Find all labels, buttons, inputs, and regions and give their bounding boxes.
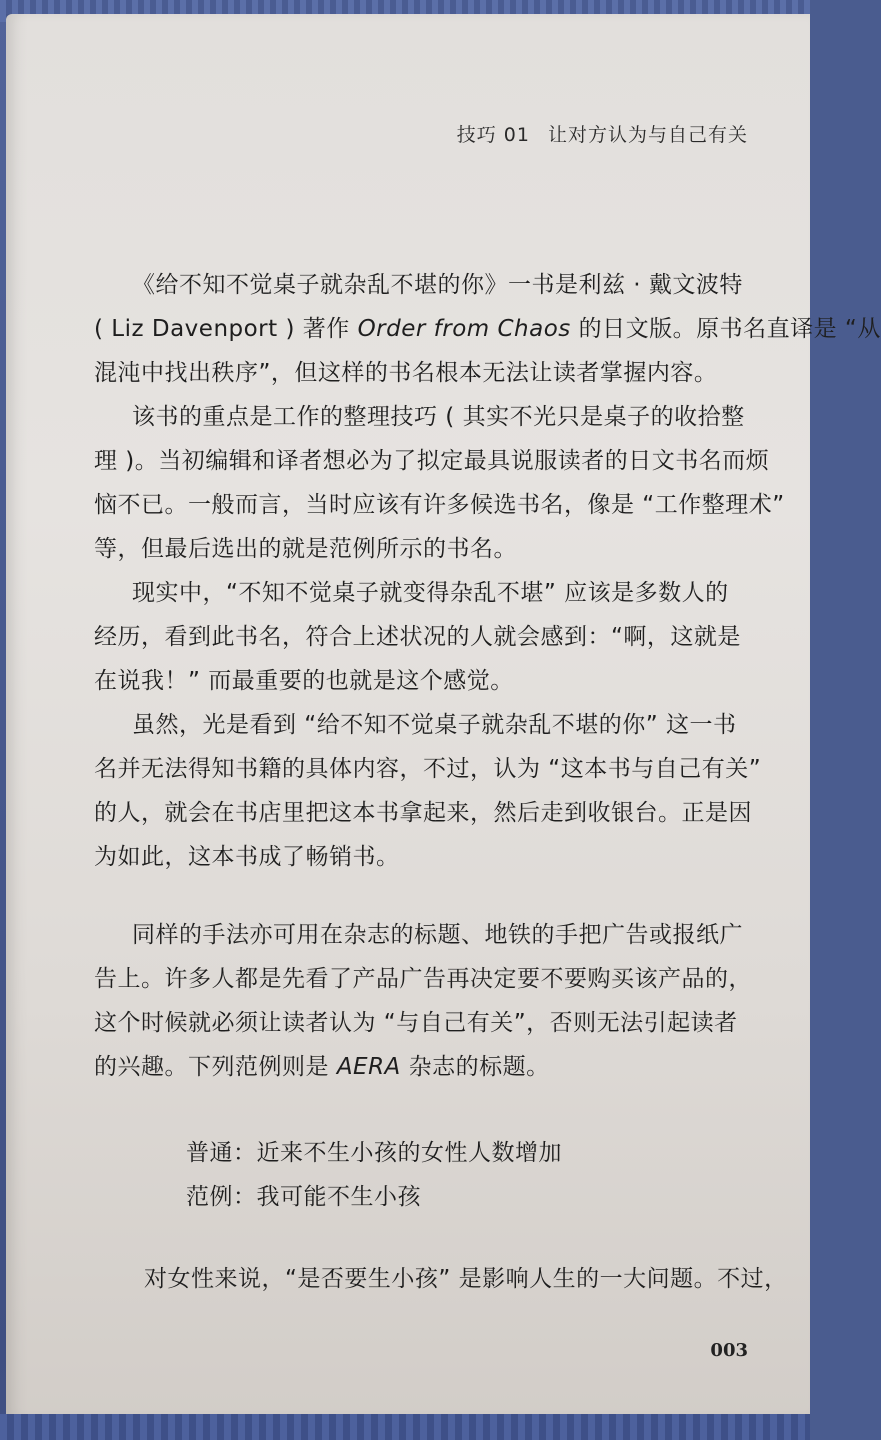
body-line-15: 同样的手法亦可用在杂志的标题、地铁的手把广告或报纸广 (132, 922, 743, 948)
body-line-9: 经历，看到此书名，符合上述状况的人就会感到：“啊，这就是 (94, 624, 741, 650)
chapter-title: 让对方认为与自己有关 (547, 124, 748, 146)
running-head (457, 120, 748, 147)
body-line-6: 恼不已。一般而言，当时应该有许多候选书名，像是 “工作整理术” (94, 492, 785, 518)
book-title-english: Order from Chaos (357, 316, 571, 342)
example-normal-text: 近来不生小孩的女性人数增加 (256, 1140, 562, 1166)
line-18-part-c: 杂志的标题。 (400, 1054, 550, 1080)
line-2-part-c: 的日文版。原书名直译是 “从 (570, 316, 881, 342)
example-normal (186, 1134, 562, 1167)
body-line-1: 《给不知不觉桌子就杂乱不堪的你》一书是利兹 · 戴文波特 (132, 272, 743, 298)
example-sample-label: 范例： (186, 1184, 257, 1210)
body-line-19: 对女性来说，“是否要生小孩” 是影响人生的一大问题。不过， (144, 1266, 788, 1292)
body-line-12: 名并无法得知书籍的具体内容，不过，认为 “这本书与自己有关” (94, 756, 762, 782)
page-number: 003 (710, 1340, 748, 1361)
body-line-13: 的人，就会在书店里把这本书拿起来，然后走到收银台。正是因 (94, 800, 752, 826)
body-line-10: 在说我！” 而最重要的也就是这个感觉。 (94, 668, 514, 694)
body-line-18 (94, 1048, 550, 1081)
body-line-4: 该书的重点是工作的整理技巧 ( 其实不光只是桌子的收拾整 (132, 404, 745, 430)
body-line-17: 这个时候就必须让读者认为 “与自己有关”，否则无法引起读者 (94, 1010, 738, 1036)
example-sample-text: 我可能不生小孩 (256, 1184, 421, 1210)
line-18-part-a: 的兴趣。下列范例则是 (94, 1054, 337, 1080)
magazine-name: AERA (336, 1054, 401, 1080)
page-edge-shadow (6, 14, 28, 1418)
body-line-7: 等，但最后选出的就是范例所示的书名。 (94, 536, 517, 562)
book-page (6, 14, 881, 1418)
body-line-5: 理 )。当初编辑和译者想必为了拟定最具说服读者的日文书名而烦 (94, 448, 770, 474)
body-line-11: 虽然，光是看到 “给不知不觉桌子就杂乱不堪的你” 这一书 (132, 712, 737, 738)
body-line-16: 告上。许多人都是先看了产品广告再决定要不要购买该产品的， (94, 966, 752, 992)
example-normal-label: 普通： (186, 1140, 257, 1166)
example-sample (186, 1178, 421, 1211)
body-line-2 (94, 310, 881, 343)
fabric-background-bottom (0, 1414, 810, 1440)
body-line-3: 混沌中找出秩序”，但这样的书名根本无法让读者掌握内容。 (94, 360, 718, 386)
line-2-part-a: ( Liz Davenport ) 著作 (94, 316, 358, 342)
body-line-14: 为如此，这本书成了畅销书。 (94, 844, 400, 870)
body-line-8: 现实中，“不知不觉桌子就变得杂乱不堪” 应该是多数人的 (132, 580, 729, 606)
chapter-label: 技巧 01 (456, 124, 530, 146)
